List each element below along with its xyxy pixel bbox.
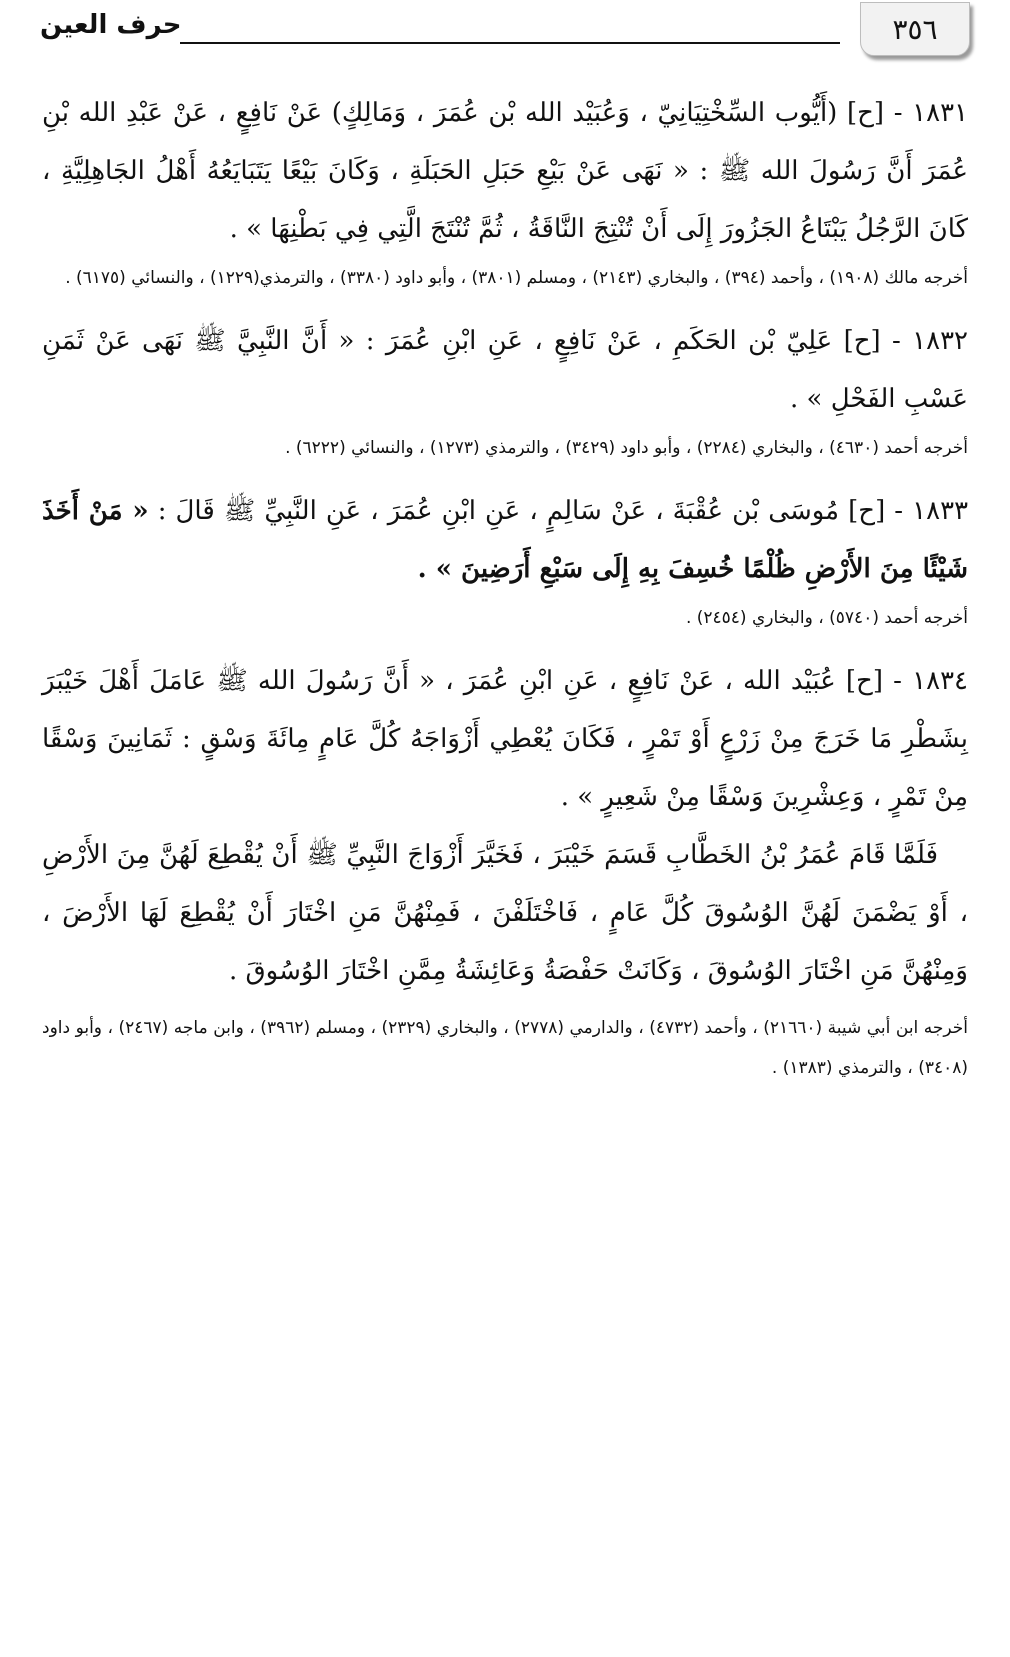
takhrij-note: أخرجه أحمد (٥٧٤٠) ، والبخاري (٢٤٥٤) . xyxy=(685,608,968,628)
hadith-text xyxy=(42,482,968,598)
hadith-text xyxy=(42,312,968,428)
hadith-body: - [ح] (أَيُّوب السِّخْتِيَانِيّ ، وَعُبَيْد الله بْن عُمَرَ ، وَمَالِكٍ) عَنْ نَافِعٍ ، عَنْ عَبْدِ الله بْنِ عُمَرَ أَنَّ رَسُولَ الله ﷺ : « نَهَى عَنْ بَيْعِ حَبَلِ الحَبَلَةِ ، وَكَانَ بَيْعًا يَتَبَايَعُهُ أَهْلُ الجَاهِلِيَّةِ ، كَانَ الرَّجُلُ يَبْتَاعُ الجَزُورَ إِلَى أَنْ تُنْتِجَ النَّاقَةُ ، ثُمَّ تُنْتَجَ الَّتِي فِي بَطْنِهَا » . xyxy=(42,98,968,244)
takhrij-note: أخرجه مالك (١٩٠٨) ، وأحمد (٣٩٤) ، والبخاري (٢١٤٣) ، ومسلم (٣٨٠١) ، وأبو داود (٣٣٨٠) ، والترمذي(١٢٢٩) ، والنسائي (٦١٧٥) . xyxy=(65,268,968,288)
hadith-number: ١٨٣١ xyxy=(912,98,968,128)
hadith-body: - [ح] عَلِيّ بْن الحَكَمِ ، عَنْ نَافِعٍ ، عَنِ ابْنِ عُمَرَ : « أَنَّ النَّبِيَّ ﷺ نَهَى عَنْ ثَمَنِ عَسْبِ الفَحْلِ » . xyxy=(42,326,968,414)
takhrij-note: أخرجه أحمد (٤٦٣٠) ، والبخاري (٢٢٨٤) ، وأبو داود (٣٤٢٩) ، والترمذي (١٢٧٣) ، والنسائي (٦٢٢٢) . xyxy=(285,438,968,458)
page-number: ٣٥٦ xyxy=(892,12,938,46)
hadith-entry-1832 xyxy=(42,312,968,468)
page-header xyxy=(40,0,970,64)
hadith-body: - [ح] عُبَيْد الله ، عَنْ نَافِعٍ ، عَنِ ابْنِ عُمَرَ ، « أَنَّ رَسُولَ الله ﷺ عَامَلَ أَهْلَ خَيْبَرَ بِشَطْرِ مَا خَرَجَ مِنْ زَرْعٍ أَوْ تَمْرٍ ، فَكَانَ يُعْطِي أَزْوَاجَهُ كُلَّ عَامٍ مِائَةَ وَسْقٍ : ثَمَانِينَ وَسْقًا مِنْ تَمْرٍ ، وَعِشْرِينَ وَسْقًا مِنْ شَعِيرٍ » . xyxy=(42,666,968,812)
hadith-entry-1831 xyxy=(42,84,968,298)
hadith-entry-1834 xyxy=(42,652,968,1088)
hadith-text xyxy=(42,84,968,258)
chapter-title: حرف العين xyxy=(40,10,182,40)
hadith-text xyxy=(42,652,968,826)
page-number-tab xyxy=(860,2,970,56)
hadith-number: ١٨٣٢ xyxy=(912,326,968,356)
hadith-quote: « مَنْ أَخَذَ شَيْئًا مِنَ الأَرْضِ ظُلْمًا خُسِفَ بِهِ إِلَى سَبْعِ أَرَضِينَ » . xyxy=(42,496,968,584)
hadith-body: - [ح] مُوسَى بْن عُقْبَةَ ، عَنْ سَالِمٍ ، عَنِ ابْنِ عُمَرَ ، عَنِ النَّبِيِّ ﷺ قَالَ : xyxy=(157,496,904,526)
header-rule xyxy=(180,42,840,44)
page-content xyxy=(42,84,968,1102)
takhrij-note: أخرجه ابن أبي شيبة (٢١٦٦٠) ، وأحمد (٤٧٣٢) ، والدارمي (٢٧٧٨) ، والبخاري (٢٣٢٩) ، ومسلم (٣٩٦٢) ، وابن ماجه (٢٤٦٧) ، وأبو داود (٣٤٠٨) ، والترمذي (١٣٨٣) . xyxy=(42,1018,969,1078)
hadith-entry-1833 xyxy=(42,482,968,638)
hadith-continuation: فَلَمَّا قَامَ عُمَرُ بْنُ الخَطَّابِ قَسَمَ خَيْبَرَ ، فَخَيَّرَ أَزْوَاجَ النَّبِيِّ ﷺ أَنْ يُقْطِعَ لَهُنَّ مِنَ الأَرْضِ ، أَوْ يَضْمَنَ لَهُنَّ الوُسُوقَ كُلَّ عَامٍ ، فَاخْتَلَفْنَ ، فَمِنْهُنَّ مَنِ اخْتَارَ أَنْ يُقْطِعَ لَهَا الأَرْضَ ، وَمِنْهُنَّ مَنِ اخْتَارَ الوُسُوقَ ، وَكَانَتْ حَفْصَةُ وَعَائِشَةُ مِمَّنِ اخْتَارَ الوُسُوقَ . xyxy=(42,840,968,986)
hadith-number: ١٨٣٤ xyxy=(912,666,969,696)
hadith-number: ١٨٣٣ xyxy=(912,496,969,526)
